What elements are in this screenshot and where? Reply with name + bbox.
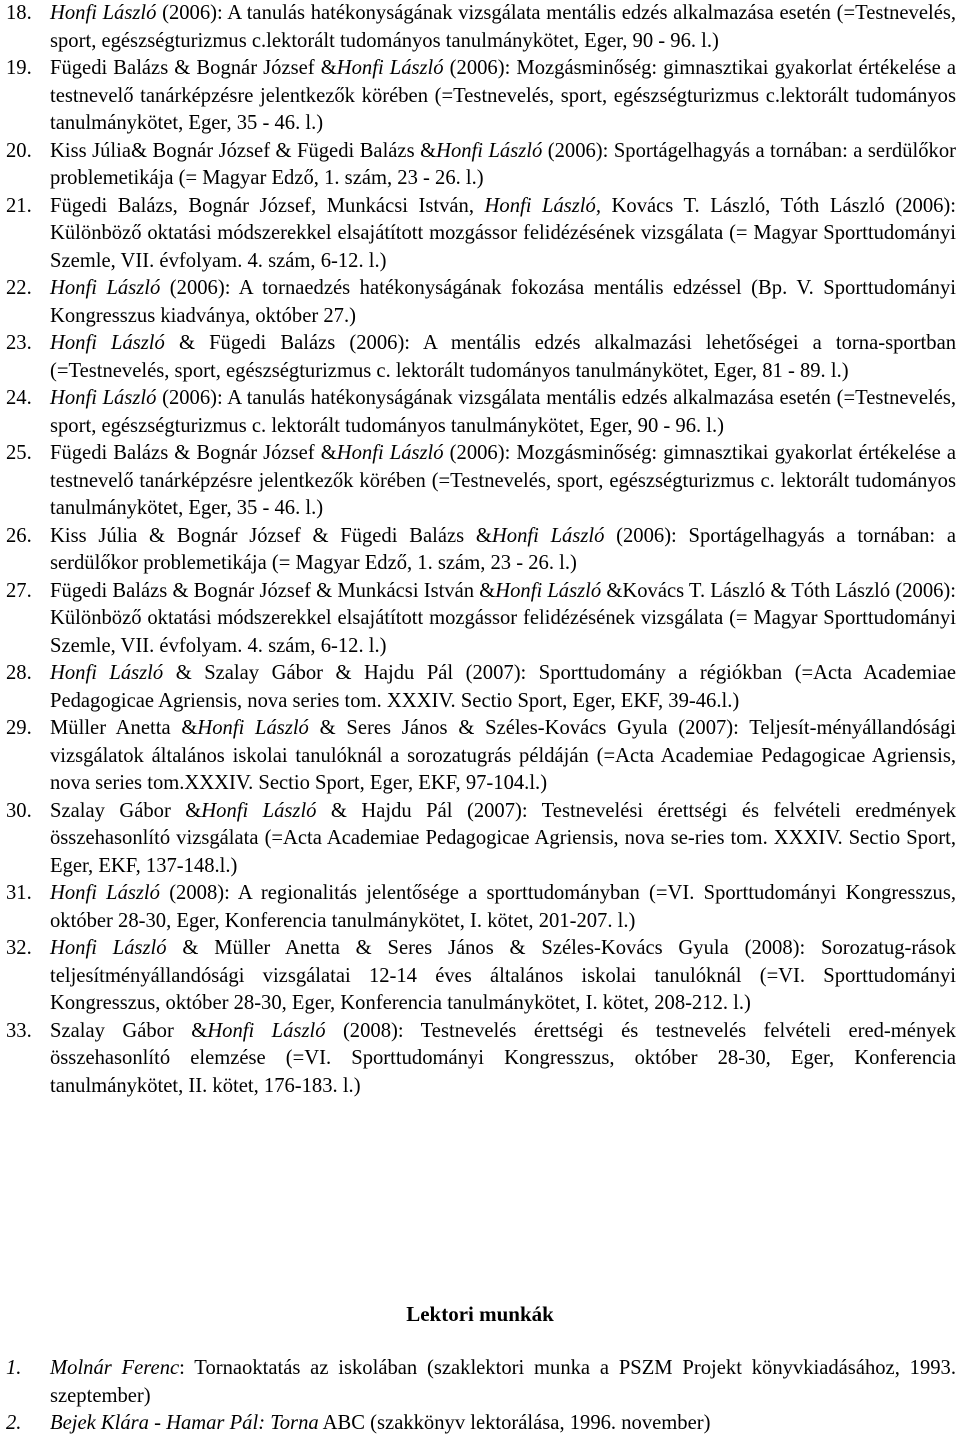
item-text	[50, 800, 956, 877]
citation-text: Fügedi Balázs & Bognár József &	[50, 442, 337, 464]
author-emphasis: Honfi László	[336, 57, 444, 79]
citation-text: Kiss Júlia & Bognár József & Fügedi Balázs &	[50, 524, 492, 547]
reference-item	[6, 715, 956, 798]
reference-item	[6, 523, 956, 578]
item-text	[50, 2, 956, 52]
reference-item	[6, 330, 956, 385]
item-number: 23.	[6, 332, 32, 354]
citation-text: & Hajdu Pál (2007): Testnevelési érettségi és felvételi eredmények összehasonlító vizsgálata (=Acta Academiae Pedagogicae Agriensis, nova se-ries tom. XXXIV. Sectio Sport, Eger, EKF, 137-148.l.)	[50, 799, 956, 877]
item-text	[50, 195, 956, 272]
reference-item	[6, 798, 956, 881]
item-number: 26.	[6, 524, 32, 547]
citation-text: (2008): A regionalitás jelentősége a sporttudományban (=VI. Sporttudományi Kongresszus, október 28-30, Eger, Konferencia tanulmánykötet, I. kötet, 201-207. l.)	[50, 882, 956, 932]
item-text	[50, 332, 956, 382]
item-text	[50, 140, 956, 190]
author-emphasis: Bejek Klára - Hamar Pál: Torna	[50, 1412, 319, 1434]
item-number: 27.	[6, 579, 32, 602]
reference-item	[6, 275, 956, 330]
section-heading: Lektori munkák	[406, 1302, 554, 1326]
item-text	[50, 882, 956, 932]
item-number: 21.	[6, 194, 32, 217]
citation-text: Kovács T. László, Tóth László (2006): Különböző oktatási módszerekkel elsajátított mozgássor felidézésének vizsgálata (= Magyar Sporttudományi Szemle, VII. évfolyam. 4. szám, 6-12. l.)	[50, 194, 956, 272]
citation-text: (2006): A tanulás hatékonyságának vizsgálata mentális edzés alkalmazása esetén (=Testnevelés, sport, egészségturizmus c.lektorált tudományos tanulmánykötet, Eger, 90 - 96. l.)	[50, 2, 957, 52]
citation-text: & Fügedi Balázs (2006): A mentális edzés alkalmazási lehetőségei a torna-sportban (=Testnevelés, sport, egészségturizmus c. lektorált tudományos tanulmánykötet, Eger, 81 - 89. l.)	[50, 332, 957, 382]
author-emphasis: Honfi László	[336, 442, 444, 464]
item-text	[50, 387, 956, 437]
item-text	[50, 662, 956, 712]
citation-text: & Seres János & Széles-Kovács Gyula (2007): Teljesít-ményállandósági vizsgálatok általános iskolai tanulóknál a sorozatugrás példáján (=Acta Academiae Pedagogicae Agriensis, nova series tom.XXXIV. Sectio Sport, Eger, EKF, 97-104.l.)	[50, 717, 956, 794]
citation-text: &Kovács T. László & Tóth László (2006): Különböző oktatási módszerekkel elsajátított mozgássor felidézésének vizsgálata (= Magyar Sporttudományi Szemle, VII. évfolyam. 4. szám, 6-12. l.)	[50, 579, 956, 657]
reference-item	[6, 440, 956, 523]
review-item	[6, 1355, 956, 1410]
citation-text: Szalay Gábor &	[50, 1019, 208, 1042]
citation-text: Müller Anetta &	[50, 717, 198, 739]
review-work-list	[6, 1355, 956, 1438]
item-number: 28.	[6, 662, 32, 684]
citation-text: Fügedi Balázs & Bognár József &	[50, 57, 337, 79]
reference-item	[6, 138, 956, 193]
author-emphasis: Molnár Ferenc	[50, 1357, 180, 1379]
item-number: 32.	[6, 937, 32, 959]
author-emphasis: Honfi László	[491, 524, 605, 547]
author-emphasis: Honfi László	[50, 662, 164, 684]
author-emphasis: Honfi László	[50, 882, 160, 904]
item-text	[50, 525, 956, 575]
author-emphasis: Honfi László	[436, 139, 543, 162]
citation-text: Kiss Júlia& Bognár József & Fügedi Balázs &	[50, 139, 437, 162]
item-number: 18.	[6, 2, 32, 24]
item-number: 33.	[6, 1019, 32, 1042]
reference-item	[6, 935, 956, 1018]
reference-item	[6, 578, 956, 661]
author-emphasis: Honfi László	[50, 277, 161, 299]
item-text	[50, 937, 956, 1014]
citation-text: & Szalay Gábor & Hajdu Pál (2007): Sporttudomány a régiókban (=Acta Academiae Pedagogicae Agriensis, nova series tom. XXXIV. Sectio Sport, Eger, EKF, 39-46.l.)	[50, 662, 956, 712]
reference-item	[6, 193, 956, 276]
review-item	[6, 1410, 956, 1438]
item-text	[50, 580, 956, 657]
author-emphasis: Honfi László	[197, 717, 309, 739]
citation-text: (2006): Sportágelhagyás a tornában: a serdülőkor problemetikája (= Magyar Edző, 1. szám, 23 - 26. l.)	[50, 139, 956, 189]
author-emphasis: Honfi László	[207, 1019, 326, 1042]
citation-text: ABC (szakkönyv lektorálása, 1996. november)	[318, 1412, 711, 1434]
item-number: 19.	[6, 57, 32, 79]
citation-text: Fügedi Balázs & Bognár József & Munkácsi István &	[50, 579, 496, 602]
citation-text: (2006): Mozgásminőség: gimnasztikai gyakorlat értékelése a testnevelő tanárképzésre jelentkezők körében (=Testnevelés, sport, egészségturizmus c.lektorált tudományos tanulmánykötet, Eger, 35 - 46. l.)	[50, 57, 956, 134]
item-text	[50, 277, 956, 327]
item-text	[50, 1020, 956, 1097]
item-number: 2.	[6, 1412, 22, 1434]
citation-text: & Müller Anetta & Seres János & Széles-Kovács Gyula (2008): Sorozatug-rások teljesítményállandósági vizsgálatai 12-14 éves általános iskolai tanulóknál (=VI. Sporttudományi Kongresszus, október 28-30, Eger, Konferencia tanulmánykötet, I. kötet, 208-212. l.)	[50, 937, 957, 1014]
item-number: 30.	[6, 799, 32, 822]
item-text	[50, 1412, 710, 1434]
citation-text: (2006): Sportágelhagyás a tornában: a serdülőkor problemetikája (= Magyar Edző, 1. szám, 23 - 26. l.)	[50, 524, 957, 574]
reference-item	[6, 0, 956, 55]
author-emphasis: Honfi László	[201, 799, 317, 822]
item-number: 24.	[6, 387, 32, 409]
item-number: 31.	[6, 882, 32, 904]
reference-item	[6, 880, 956, 935]
item-number: 1.	[6, 1357, 22, 1379]
item-text	[50, 717, 956, 794]
item-text	[50, 57, 956, 134]
citation-text: Szalay Gábor &	[50, 799, 202, 822]
reference-item	[6, 55, 956, 138]
item-number: 29.	[6, 717, 32, 739]
citation-text: (2006): A tornaedzés hatékonyságának fokozása mentális edzéssel (Bp. V. Sporttudományi Kongresszus kiadványa, október 27.)	[50, 277, 956, 327]
author-emphasis: Honfi László	[50, 937, 167, 959]
item-number: 22.	[6, 277, 32, 299]
publication-list	[6, 0, 956, 1100]
item-number: 25.	[6, 442, 32, 464]
citation-text: (2008): Testnevelés érettségi és testnevelés felvételi ered-mények összehasonlító elemzése (=VI. Sporttudományi Kongresszus, október 28-30, Eger, Konferencia tanulmánykötet, II. kötet, 176-183. l.)	[50, 1019, 956, 1097]
reference-item	[6, 385, 956, 440]
author-emphasis: Honfi László	[50, 332, 165, 354]
citation-text: : Tornaoktatás az iskolában (szaklektori munka a PSZM Projekt könyvkiadásához, 1993. szeptember)	[50, 1357, 956, 1407]
reference-item	[6, 1018, 956, 1101]
author-emphasis: Honfi László	[495, 579, 602, 602]
author-emphasis: Honfi László	[50, 2, 157, 24]
author-emphasis: Honfi László	[50, 387, 157, 409]
item-number: 20.	[6, 139, 32, 162]
item-text	[50, 442, 956, 519]
citation-text: (2006): Mozgásminőség: gimnasztikai gyakorlat értékelése a testnevelő tanárképzésre jelentkezők körében (=Testnevelés, sport, egészségturizmus c. lektorált tudományos tanulmánykötet, Eger, 35 - 46. l.)	[50, 442, 956, 519]
author-emphasis: Honfi László,	[484, 194, 601, 217]
citation-text: Fügedi Balázs, Bognár József, Munkácsi István,	[50, 194, 485, 217]
citation-text: (2006): A tanulás hatékonyságának vizsgálata mentális edzés alkalmazása esetén (=Testnevelés, sport, egészségturizmus c. lektorált tudományos tanulmánykötet, Eger, 90 - 96. l.)	[50, 387, 957, 437]
reference-item	[6, 660, 956, 715]
item-text	[50, 1357, 956, 1407]
